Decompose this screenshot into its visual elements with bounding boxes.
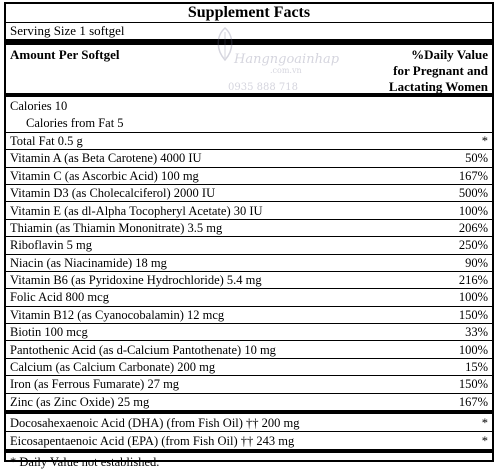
nutrient-row — [6, 358, 492, 375]
nutrient-label: Pantothenic Acid (as d-Calcium Pantothenate) 10 mg — [10, 342, 276, 357]
dv-line-1: %Daily Value — [411, 47, 488, 62]
fatty-acid-label: Eicosapentaenoic Acid (EPA) (from Fish Oil) †† 243 mg — [10, 433, 295, 448]
nutrient-row — [6, 149, 492, 166]
nutrient-value: 100% — [458, 290, 488, 305]
nutrient-row — [6, 393, 492, 410]
nutrient-value: 100% — [458, 342, 488, 357]
daily-value-label — [389, 47, 488, 93]
nutrient-row — [6, 219, 492, 236]
fatty-acid-value: * — [481, 433, 488, 448]
nutrient-row — [6, 254, 492, 271]
fatty-acid-list — [6, 414, 492, 449]
dv-line-3: Lactating Women — [388, 79, 488, 94]
nutrient-value: 206% — [458, 220, 488, 235]
calories-from-fat-row — [6, 114, 492, 131]
nutrient-label: Niacin (as Niacinamide) 18 mg — [10, 255, 167, 270]
watermark-domain: .com.vn — [270, 66, 302, 75]
nutrient-value: 150% — [458, 307, 488, 322]
fatty-acid-row — [6, 414, 492, 431]
serving-size: Serving Size 1 softgel — [10, 23, 125, 38]
nutrient-value: 216% — [458, 273, 488, 288]
nutrient-value: 500% — [458, 186, 488, 201]
panel-title: Supplement Facts — [187, 4, 311, 21]
nutrient-value: 100% — [458, 203, 488, 218]
fatty-acid-value: * — [481, 415, 488, 430]
nutrient-label: Biotin 100 mcg — [10, 325, 88, 340]
nutrient-label: Zinc (as Zinc Oxide) 25 mg — [10, 394, 150, 409]
nutrient-value: 50% — [465, 151, 488, 166]
nutrient-row — [6, 184, 492, 201]
nutrient-row — [6, 271, 492, 288]
fatty-acid-row — [6, 431, 492, 448]
nutrient-value: 250% — [458, 238, 488, 253]
nutrient-label: Iron (as Ferrous Fumarate) 27 mg — [10, 377, 180, 392]
nutrient-label: Vitamin C (as Ascorbic Acid) 100 mg — [10, 168, 199, 183]
footnote: * Daily Value not established. — [10, 454, 160, 469]
nutrient-label: Total Fat 0.5 g — [10, 133, 83, 148]
nutrient-value: 167% — [458, 168, 488, 183]
nutrient-value: 150% — [458, 377, 488, 392]
nutrient-value: 167% — [458, 394, 488, 409]
nutrient-row — [6, 340, 492, 357]
nutrient-row — [6, 323, 492, 340]
nutrient-label: Vitamin D3 (as Cholecalciferol) 2000 IU — [10, 186, 216, 201]
nutrient-label: Calcium (as Calcium Carbonate) 200 mg — [10, 360, 216, 375]
nutrient-label: Vitamin A (as Beta Carotene) 4000 IU — [10, 151, 202, 166]
nutrient-label: Vitamin B12 (as Cyanocobalamin) 12 mcg — [10, 307, 225, 322]
watermark-phone: 0935 888 718 — [228, 82, 298, 93]
nutrient-row — [6, 167, 492, 184]
nutrient-value: 15% — [465, 360, 488, 375]
nutrient-row — [6, 132, 492, 149]
nutrient-row — [6, 201, 492, 218]
nutrient-row — [6, 236, 492, 253]
nutrient-label: Folic Acid 800 mcg — [10, 290, 109, 305]
nutrient-row — [6, 306, 492, 323]
nutrient-list — [6, 132, 492, 410]
dv-line-2: for Pregnant and — [393, 63, 488, 78]
nutrient-value: 33% — [465, 325, 488, 340]
nutrient-label: Riboflavin 5 mg — [10, 238, 92, 253]
watermark — [212, 26, 340, 96]
nutrient-row — [6, 375, 492, 392]
nutrient-value: 90% — [465, 255, 488, 270]
calories-from-fat-label: Calories from Fat 5 — [26, 116, 124, 131]
nutrient-row — [6, 288, 492, 305]
watermark-brand: Hangngoainhap — [234, 52, 340, 67]
nutrient-label: Vitamin B6 (as Pyridoxine Hydrochloride) 5.4 mg — [10, 273, 262, 288]
calories-row — [6, 97, 492, 114]
fatty-acid-label: Docosahexaenoic Acid (DHA) (from Fish Oil) †† 200 mg — [10, 415, 300, 430]
nutrient-label: Vitamin E (as dl-Alpha Tocopheryl Acetate) 30 IU — [10, 203, 263, 218]
nutrient-label: Thiamin (as Thiamin Mononitrate) 3.5 mg — [10, 220, 223, 235]
nutrient-value: * — [481, 133, 488, 148]
amount-label: Amount Per Softgel — [10, 47, 120, 62]
calories-label: Calories 10 — [10, 98, 68, 113]
